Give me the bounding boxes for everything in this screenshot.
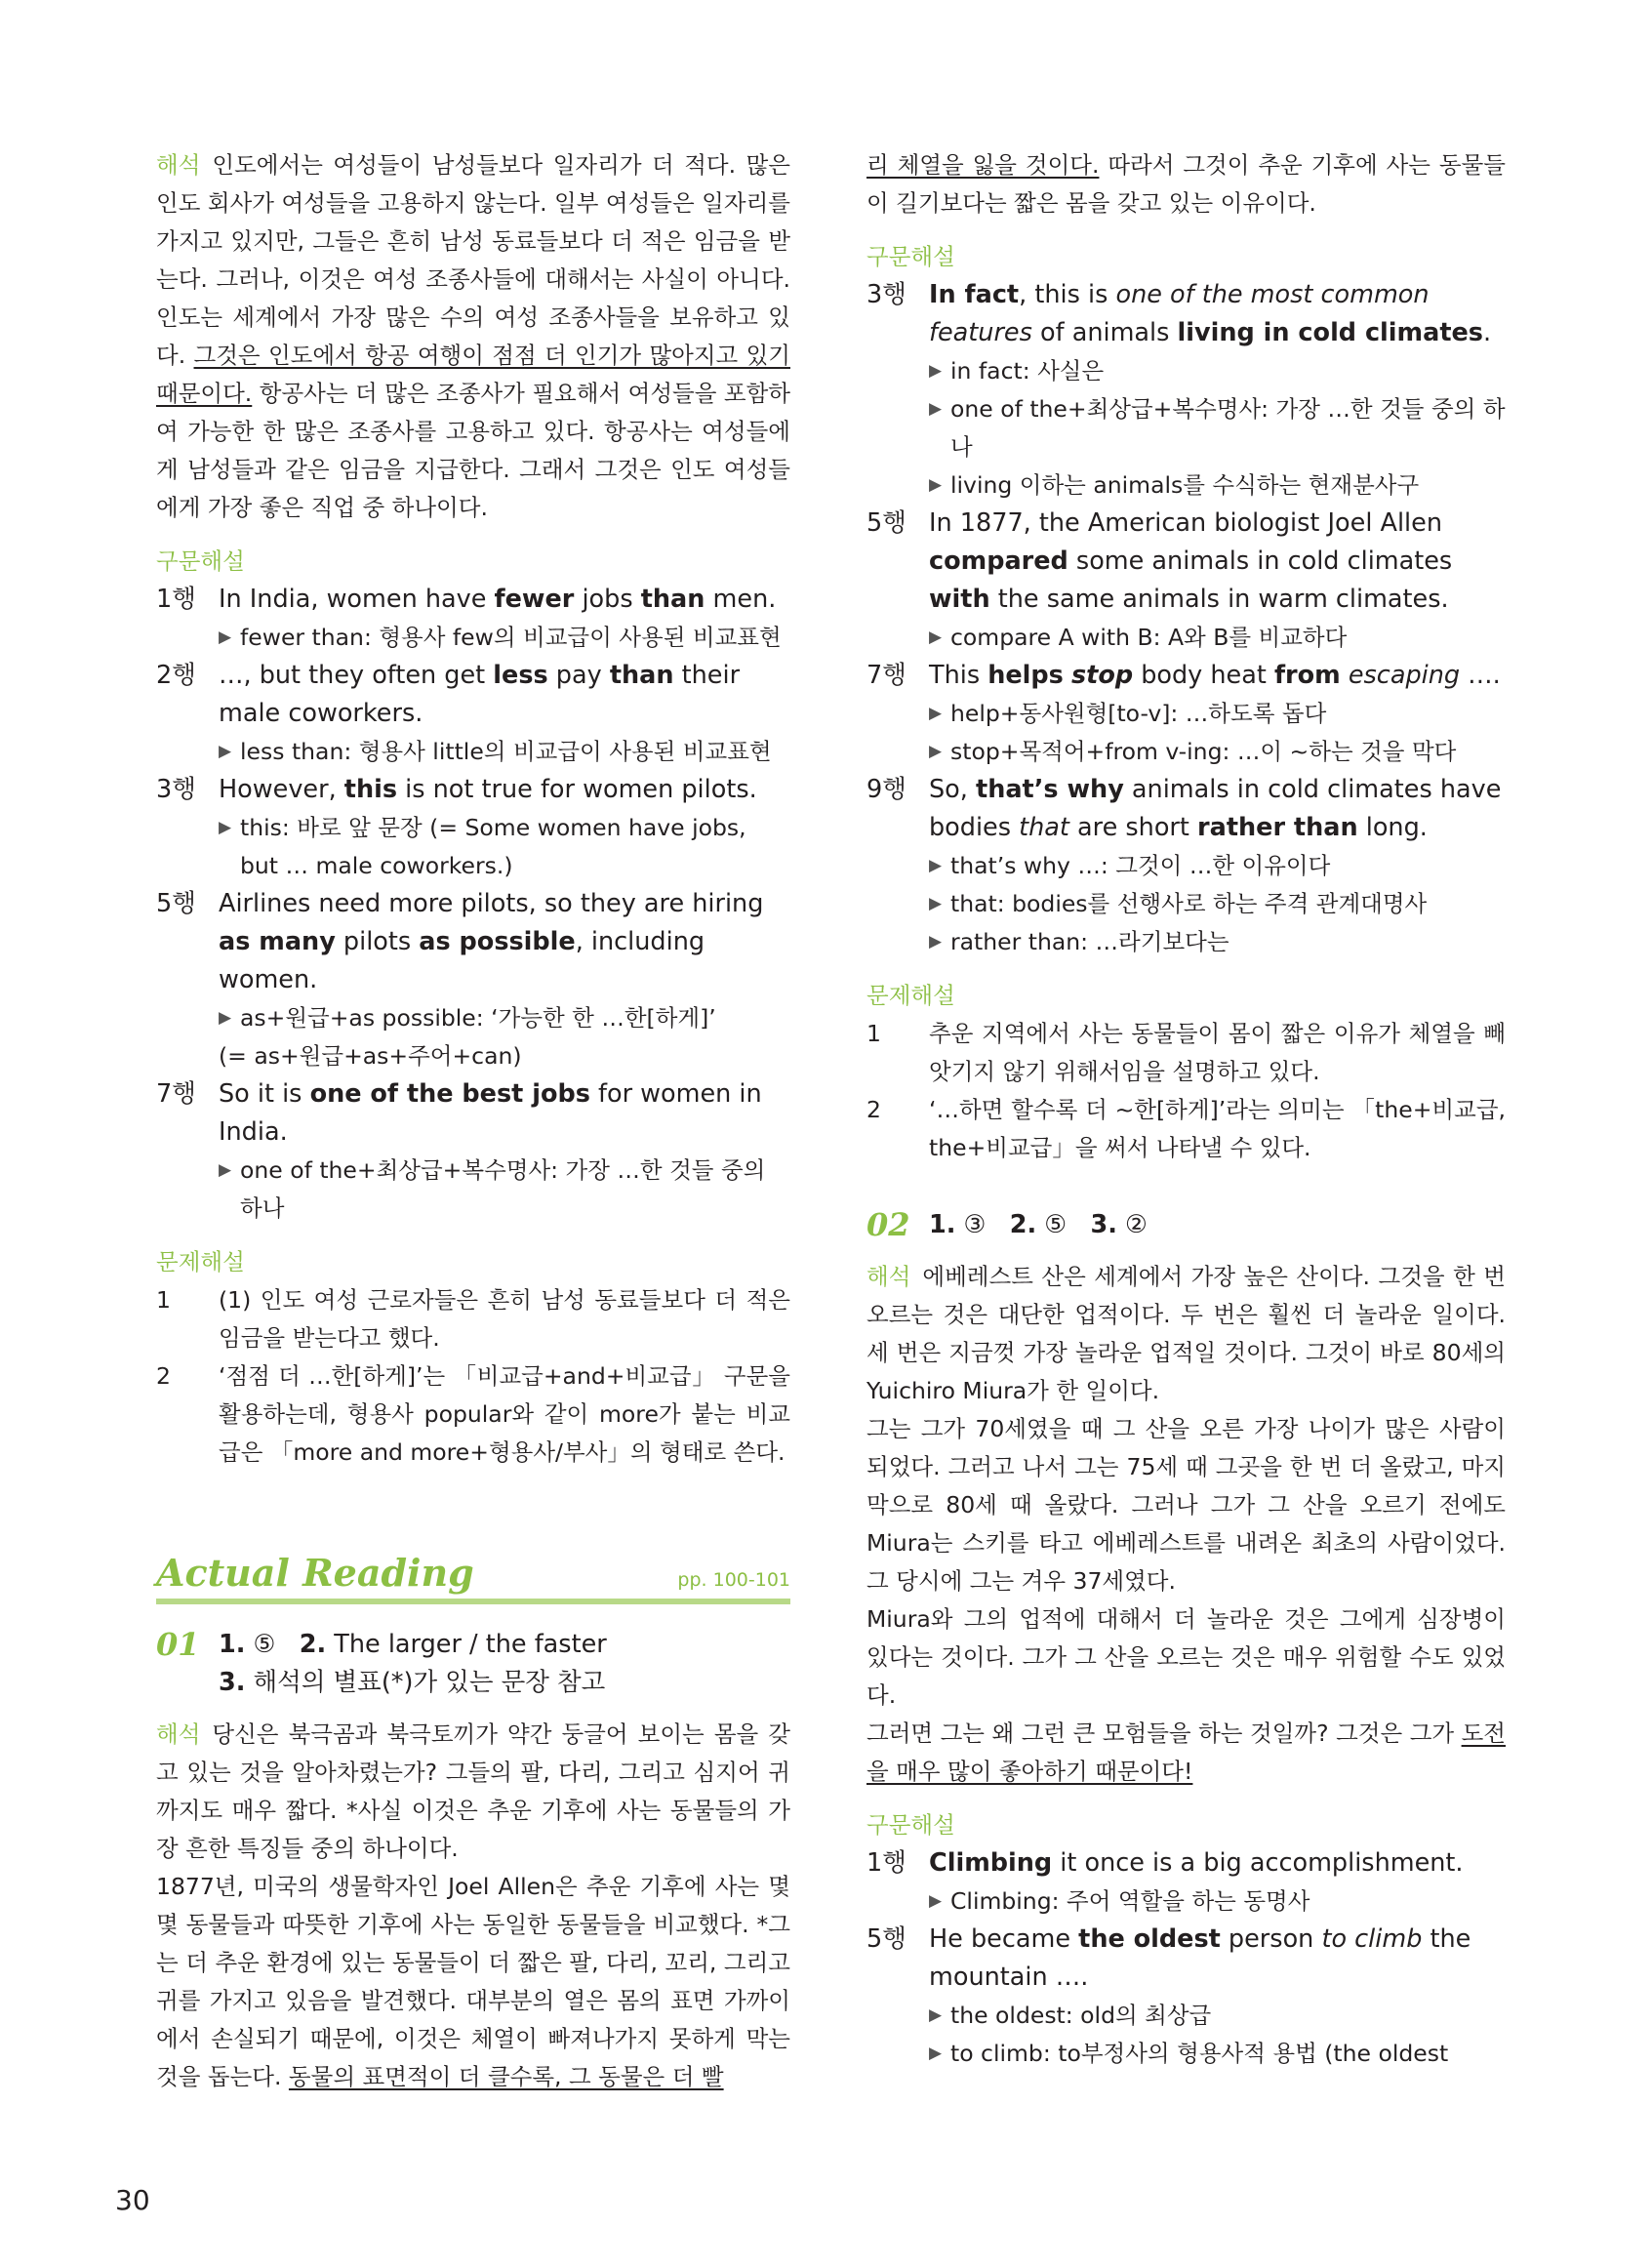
triangle-bullet-icon: ▶ bbox=[929, 475, 943, 495]
syntax-item: 9행 So, that’s why animals in cold climates have bodies that are short rather than long. ▶ that’s why …: 그것이 …한 이유이다 ▶ that: bodies를 선행사로 하는 주격 관계대명사 ▶ rather than: …라기보다는 bbox=[866, 771, 1506, 961]
triangle-bullet-icon: ▶ bbox=[219, 1008, 232, 1028]
syntax-heading: 구문해설 bbox=[866, 243, 955, 270]
page-number: 30 bbox=[115, 2184, 150, 2216]
translation-paragraph-1: 해석 인도에서는 여성들이 남성들보다 일자리가 더 적다. 많은 인도 회사가 여성들을 고용하지 않는다. 일부 여성들은 일자리를 가지고 있지만, 그들은 흔히 남성 동료들보다 더 적은 임금을 받는다. 그러나, 이것은 여성 조종사들에 대해서는 사실이 아니다. 인도는 세계에서 가장 많은 수의 여성 조종사들을 보유하고 있다. 그것은 인도에서 항공 여행이 점점 더 인기가 많아지고 있기 때문이다. 항공사는 더 많은 조종사가 필요해서 여성들을 포함하여 가능한 한 많은 조종사를 고용하고 있다. 항공사는 여성들에게 남성들과 같은 임금을 지급한다. 그래서 그것은 인도 여성들에게 가장 좋은 직업 중 하나이다. bbox=[156, 151, 790, 521]
section-title: Actual Reading bbox=[156, 1551, 474, 1595]
triangle-bullet-icon: ▶ bbox=[219, 1160, 232, 1180]
triangle-bullet-icon: ▶ bbox=[929, 704, 943, 723]
syntax-item: 3행 However, this is not true for women pilots. ▶ this: 바로 앞 문장 (= Some women have jobs, but … male coworkers.) bbox=[156, 771, 790, 885]
syntax-item: 5행 In 1877, the American biologist Joel Allen compared some animals in cold climates with the same animals in warm climates. ▶ compare A with B: A와 B를 비교하다 bbox=[866, 505, 1506, 657]
section-header bbox=[156, 1540, 790, 1604]
syntax-item: 3행 In fact, this is one of the most common features of animals living in cold climates. ▶ in fact: 사실은 ▶ one of the+최상급+복수명사: 가장 …한 것들 중의 하나 ▶ living 이하는 animals를 수식하는 현재분사구 bbox=[866, 276, 1506, 505]
syntax-item: 1행 Climbing it once is a big accomplishment. ▶ Climbing: 주어 역할을 하는 동명사 bbox=[866, 1844, 1506, 1921]
triangle-bullet-icon: ▶ bbox=[929, 742, 943, 761]
syntax-item: 2행 …, but they often get less pay than their male coworkers. ▶ less than: 형용사 little의 비교급이 사용된 비교표현 bbox=[156, 657, 790, 771]
syntax-item: 1행 In India, women have fewer jobs than men. ▶ fewer than: 형용사 few의 비교급이 사용된 비교표현 bbox=[156, 581, 790, 657]
right-column bbox=[866, 146, 1506, 2073]
triangle-bullet-icon: ▶ bbox=[929, 1891, 943, 1911]
problem-item: 2 ‘점점 더 …한[하게]’는 「비교급+and+비교급」 구문을 활용하는데, 형용사 popular와 같이 more가 붙는 비교급은 「more and more+형용사/부사」의 형태로 쓴다. bbox=[156, 1362, 790, 1466]
problem-heading: 문제해설 bbox=[156, 1248, 245, 1275]
left-column bbox=[156, 146, 790, 2096]
section-pages: pp. 100-101 bbox=[677, 1569, 790, 1591]
translation-tag: 해석 bbox=[866, 1263, 911, 1290]
syntax-item: 5행 He became the oldest person to climb the mountain …. ▶ the oldest: old의 최상급 ▶ to climb: to부정사의 형용사적 용법 (the oldest bbox=[866, 1921, 1506, 2073]
triangle-bullet-icon: ▶ bbox=[929, 2044, 943, 2063]
question-number: 01 bbox=[156, 1626, 200, 1663]
translation-paragraph-3: 해석 에베레스트 산은 세계에서 가장 높은 산이다. 그것을 한 번 오르는 것은 대단한 업적이다. 두 번은 훨씬 더 놀라운 일이다. 세 번은 지금껏 가장 놀라운 업적일 것이다. 그것이 바로 80세의 Yuichiro Miura가 한 일이다. 그는 그가 70세였을 때 그 산을 오른 가장 나이가 많은 사람이 되었다. 그러고 나서 그는 75세 때 그곳을 한 번 더 올랐고, 마지막으로 80세 때 올랐다. 그러나 그가 그 산을 오르기 전에도 Miura는 스키를 타고 에베레스트를 내려온 최초의 사람이었다. 그 당시에 그는 겨우 37세였다. Miura와 그의 업적에 대해서 더 놀라운 것은 그에게 심장병이 있다는 것이다. 그가 그 산을 오르는 것은 매우 위험할 수도 있었다. 그러면 그는 왜 그런 큰 모험들을 하는 것일까? 그것은 그가 도전을 매우 많이 좋아하기 때문이다! bbox=[866, 1263, 1506, 1785]
triangle-bullet-icon: ▶ bbox=[219, 742, 232, 761]
syntax-item: 5행 Airlines need more pilots, so they are hiring as many pilots as possible, including women. ▶ as+원급+as possible: ‘가능한 한 …한[하게]’ (= as+원급+as+주어+can) bbox=[156, 889, 764, 1070]
problem-heading: 문제해설 bbox=[866, 982, 955, 1009]
syntax-heading: 구문해설 bbox=[866, 1811, 955, 1839]
problem-item: 1 (1) 인도 여성 근로자들은 흔히 남성 동료들보다 더 적은 임금을 받는다고 했다. bbox=[156, 1286, 790, 1352]
translation-tag: 해석 bbox=[156, 1720, 201, 1748]
triangle-bullet-icon: ▶ bbox=[929, 856, 943, 875]
problem-item: 2 ‘…하면 할수록 더 ~한[하게]’라는 의미는 「the+비교급, the+비교급」을 써서 나타낼 수 있다. bbox=[866, 1096, 1506, 1161]
answer-block-02: 02 1. ③ 2. ⑤ 3. ② bbox=[866, 1206, 1148, 1243]
syntax-item: 7행 This helps stop body heat from escaping …. ▶ help+동사원형[to-v]: …하도록 돕다 ▶ stop+목적어+from v-ing: …이 ~하는 것을 막다 bbox=[866, 657, 1506, 771]
triangle-bullet-icon: ▶ bbox=[929, 399, 943, 419]
triangle-bullet-icon: ▶ bbox=[929, 361, 943, 381]
syntax-heading: 구문해설 bbox=[156, 547, 245, 575]
translation-tag: 해석 bbox=[156, 151, 201, 179]
answer-block-01: 01 1. ⑤ 2. The larger / the faster 3. 해석의 별표(*)가 있는 문장 참고 bbox=[156, 1626, 607, 1697]
triangle-bullet-icon: ▶ bbox=[929, 2005, 943, 2025]
syntax-item: 7행 So it is one of the best jobs for women in India. ▶ one of the+최상급+복수명사: 가장 …한 것들 중의 하나 bbox=[156, 1075, 790, 1228]
triangle-bullet-icon: ▶ bbox=[929, 627, 943, 647]
question-number: 02 bbox=[866, 1206, 910, 1243]
triangle-bullet-icon: ▶ bbox=[929, 932, 943, 951]
translation-continuation: 리 체열을 잃을 것이다. 따라서 그것이 추운 기후에 사는 동물들이 길기보다는 짧은 몸을 갖고 있는 이유이다. bbox=[866, 151, 1506, 217]
problem-item: 1 추운 지역에서 사는 동물들이 몸이 짧은 이유가 체열을 빼앗기지 않기 위해서임을 설명하고 있다. bbox=[866, 1020, 1506, 1085]
translation-paragraph-2: 해석 당신은 북극곰과 북극토끼가 약간 둥글어 보이는 몸을 갖고 있는 것을 알아차렸는가? 그들의 팔, 다리, 그리고 심지어 귀까지도 매우 짧다. *사실 이것은 추운 기후에 사는 동물들의 가장 흔한 특징들 중의 하나이다. 1877년, 미국의 생물학자인 Joel Allen은 추운 기후에 사는 몇몇 동물들과 따뜻한 기후에 사는 동일한 동물들을 비교했다. *그는 더 추운 환경에 있는 동물들이 더 짧은 팔, 다리, 꼬리, 그리고 귀를 가지고 있음을 발견했다. 대부분의 열은 몸의 표면 가까이에서 손실되기 때문에, 이것은 체열이 빠져나가지 못하게 막는 것을 돕는다. 동물의 표면적이 더 클수록, 그 동물은 더 빨 bbox=[156, 1720, 790, 2090]
triangle-bullet-icon: ▶ bbox=[219, 818, 232, 837]
triangle-bullet-icon: ▶ bbox=[929, 894, 943, 913]
triangle-bullet-icon: ▶ bbox=[219, 627, 232, 647]
